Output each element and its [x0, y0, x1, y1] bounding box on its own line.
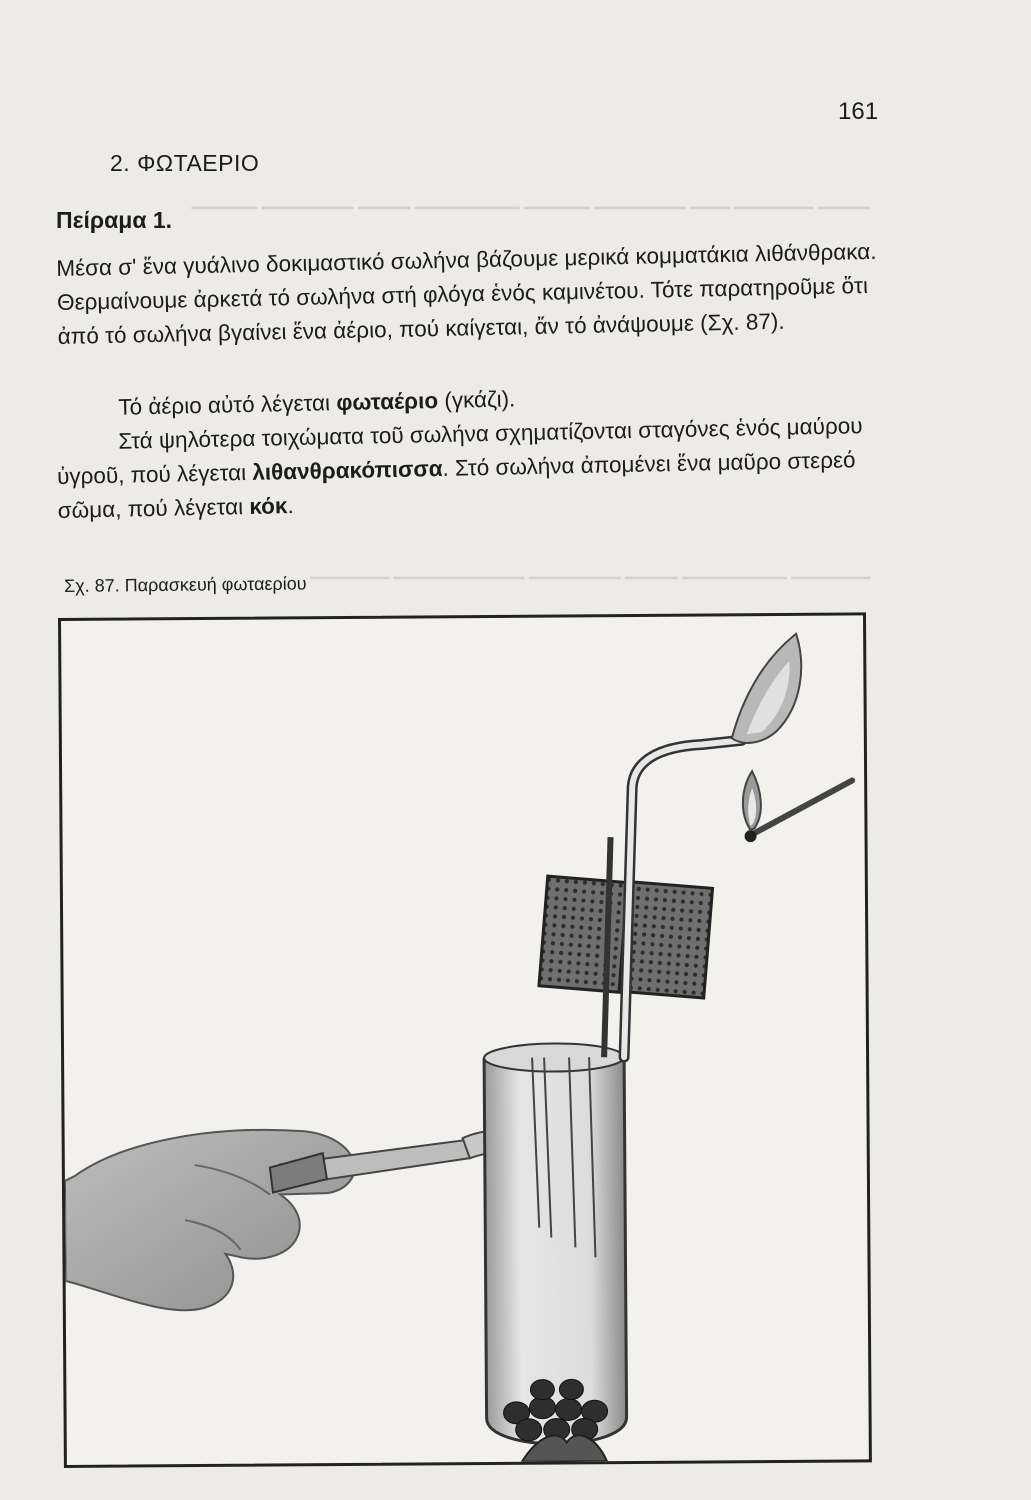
- term-lithanthrakopissa: λιθανθρακόπισσα: [252, 455, 443, 485]
- paragraph-3-middle: . Στό σωλήνα ἀπομένει ἕνα μαῦρο στερεό σῶμα, πού λέγεται: [57, 447, 856, 523]
- bleed-through-text: ▁▁▁▁ ▁▁▁▁▁▁ ▁▁▁ ▁▁▁▁▁▁▁ ▁▁▁▁▁ ▁▁▁▁▁▁▁▁ ▁▁▁▁ ▁▁▁▁▁▁▁ ▁▁▁▁▁: [191, 190, 870, 209]
- bleed-through-text: ▁▁▁▁▁▁ ▁▁▁▁▁▁▁▁ ▁▁▁▁ ▁▁▁▁▁▁▁ ▁▁▁▁▁▁▁▁▁▁ ▁▁▁▁▁▁: [310, 560, 870, 579]
- gas-preparation-illustration: [61, 615, 869, 1465]
- paragraph-3-text: Στά ψηλότερα τοιχώματα τοῦ σωλήνα σχηματίζονται σταγόνες ἑνός μαύρου ὑγροῦ, πού λέγεται: [56, 413, 863, 489]
- paragraph-2-text: Τό ἀέριο αὐτό λέγεται: [118, 390, 337, 420]
- section-title: 2. ΦΩΤΑΕΡΙΟ: [110, 150, 260, 176]
- gas-flame-drawing: [731, 634, 802, 743]
- term-fotaerio: φωταέριο: [336, 388, 439, 416]
- match-drawing: [743, 770, 853, 842]
- term-kok: κόκ: [249, 493, 288, 519]
- paragraph-3: [56, 409, 888, 528]
- figure-caption: Σχ. 87. Παρασκευή φωταερίου: [64, 573, 307, 596]
- paragraph-2-tail: (γκάζι).: [437, 386, 516, 413]
- paragraph-3-tail: .: [287, 493, 294, 519]
- paragraph-1: Μέσα σ' ἕνα γυάλινο δοκιμαστικό σωλήνα βάζουμε μερικά κομματάκια λιθάνθρακα. Θερμαίνουμε ἀρκετά τό σωλήνα στή φλόγα ἑνός καμινέτου. Τότε παρατηροῦμε ὅτι ἀπό τό σωλήνα βγαίνει ἕνα ἀέριο, πού καίγεται, ἄν τό ἀνάψουμε (Σχ. 87).: [56, 238, 877, 349]
- figure-gas-preparation: [58, 612, 872, 1468]
- test-tube-drawing: [484, 1043, 627, 1444]
- page-number: 161: [838, 98, 879, 125]
- experiment-title: Πείραμα 1.: [56, 207, 173, 233]
